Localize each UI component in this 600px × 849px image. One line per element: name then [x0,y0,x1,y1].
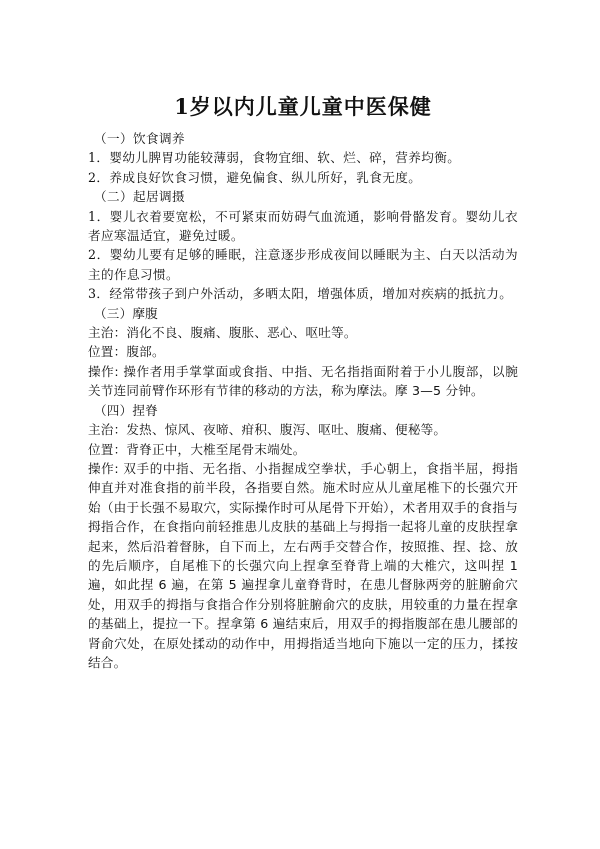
list-item: 3．经常带孩子到户外活动，多晒太阳，增强体质，增加对疾病的抵抗力。 [88,286,513,302]
section-heading: （四）捏脊 [94,402,158,418]
document-title: 1岁以内儿童儿童中医保健 [174,94,432,119]
location-text: 位置：腹部。 [88,344,165,360]
section-heading: （一）饮食调养 [94,131,185,146]
document-page [88,92,518,672]
list-item: 2．养成良好饮食习惯，避免偏食、纵儿所好，乳食无度。 [88,169,422,185]
section-spine-pinching [88,401,518,673]
section-diet [88,129,518,187]
section-heading: （三）摩腹 [94,305,158,321]
section-daily-care [88,187,518,303]
list-item: 1．婴儿衣着要宽松，不可紧束而妨碍气血流通，影响骨骼发育。婴幼儿衣者应寒温适宜，避免过暖。 [88,208,518,244]
section-abdominal-massage [88,304,518,401]
operation-text: 操作: 双手的中指、无名指、小指握成空拳状，手心朝上，食指半屈，拇指伸直并对准食指的前半段，各指要自然。施术时应从儿童尾椎下的长强穴开始（由于长强不易取穴，实际操作时可从尾骨下开始），术者用双手的食指与拇指合作，在食指向前轻推患儿皮肤的基础上与拇指一起将儿童的皮肤捏拿起来，然后沿着督脉，自下而上，左右两手交替合作，按照推、捏、捻、放的先后顺序，自尾椎下的长强穴向上捏拿至脊背上端的大椎穴，这叫捏 1 遍，如此捏 6 遍，在第 5 遍捏拿儿童脊背时，在患儿督脉两旁的脏腑俞穴处，用双手的拇指与食指合作分别将脏腑俞穴的皮肤，用较重的力量在捏拿的基础上，提拉一下。捏拿第 6 遍结束后，用双手的拇指腹部在患儿腰部的肾俞穴处，在原处揉动的动作中，用拇指适当地向下施以一定的压力，揉按结合。 [88,460,518,670]
indication-text: 主治：发热、惊风、夜啼、疳积、腹泻、呕吐、腹痛、便秘等。 [88,422,447,438]
section-heading: （二）起居调摄 [94,189,185,205]
location-text: 位置：背脊正中，大椎至尾骨末端处。 [88,441,306,457]
indication-text: 主治：消化不良、腹痛、腹胀、恶心、呕吐等。 [88,325,357,341]
operation-text: 操作: 操作者用手掌掌面或食指、中指、无名指指面附着于小儿腹部，以腕关节连同前臂作环形有节律的移动的方法，称为摩法。摩 3—5 分钟。 [88,363,518,399]
list-item: 2．婴幼儿要有足够的睡眠，注意逐步形成夜间以睡眠为主、白天以活动为主的作息习惯。 [88,247,518,282]
list-item: 1．婴幼儿脾胃功能较薄弱，食物宜细、软、烂、碎，营养均衡。 [88,150,461,166]
